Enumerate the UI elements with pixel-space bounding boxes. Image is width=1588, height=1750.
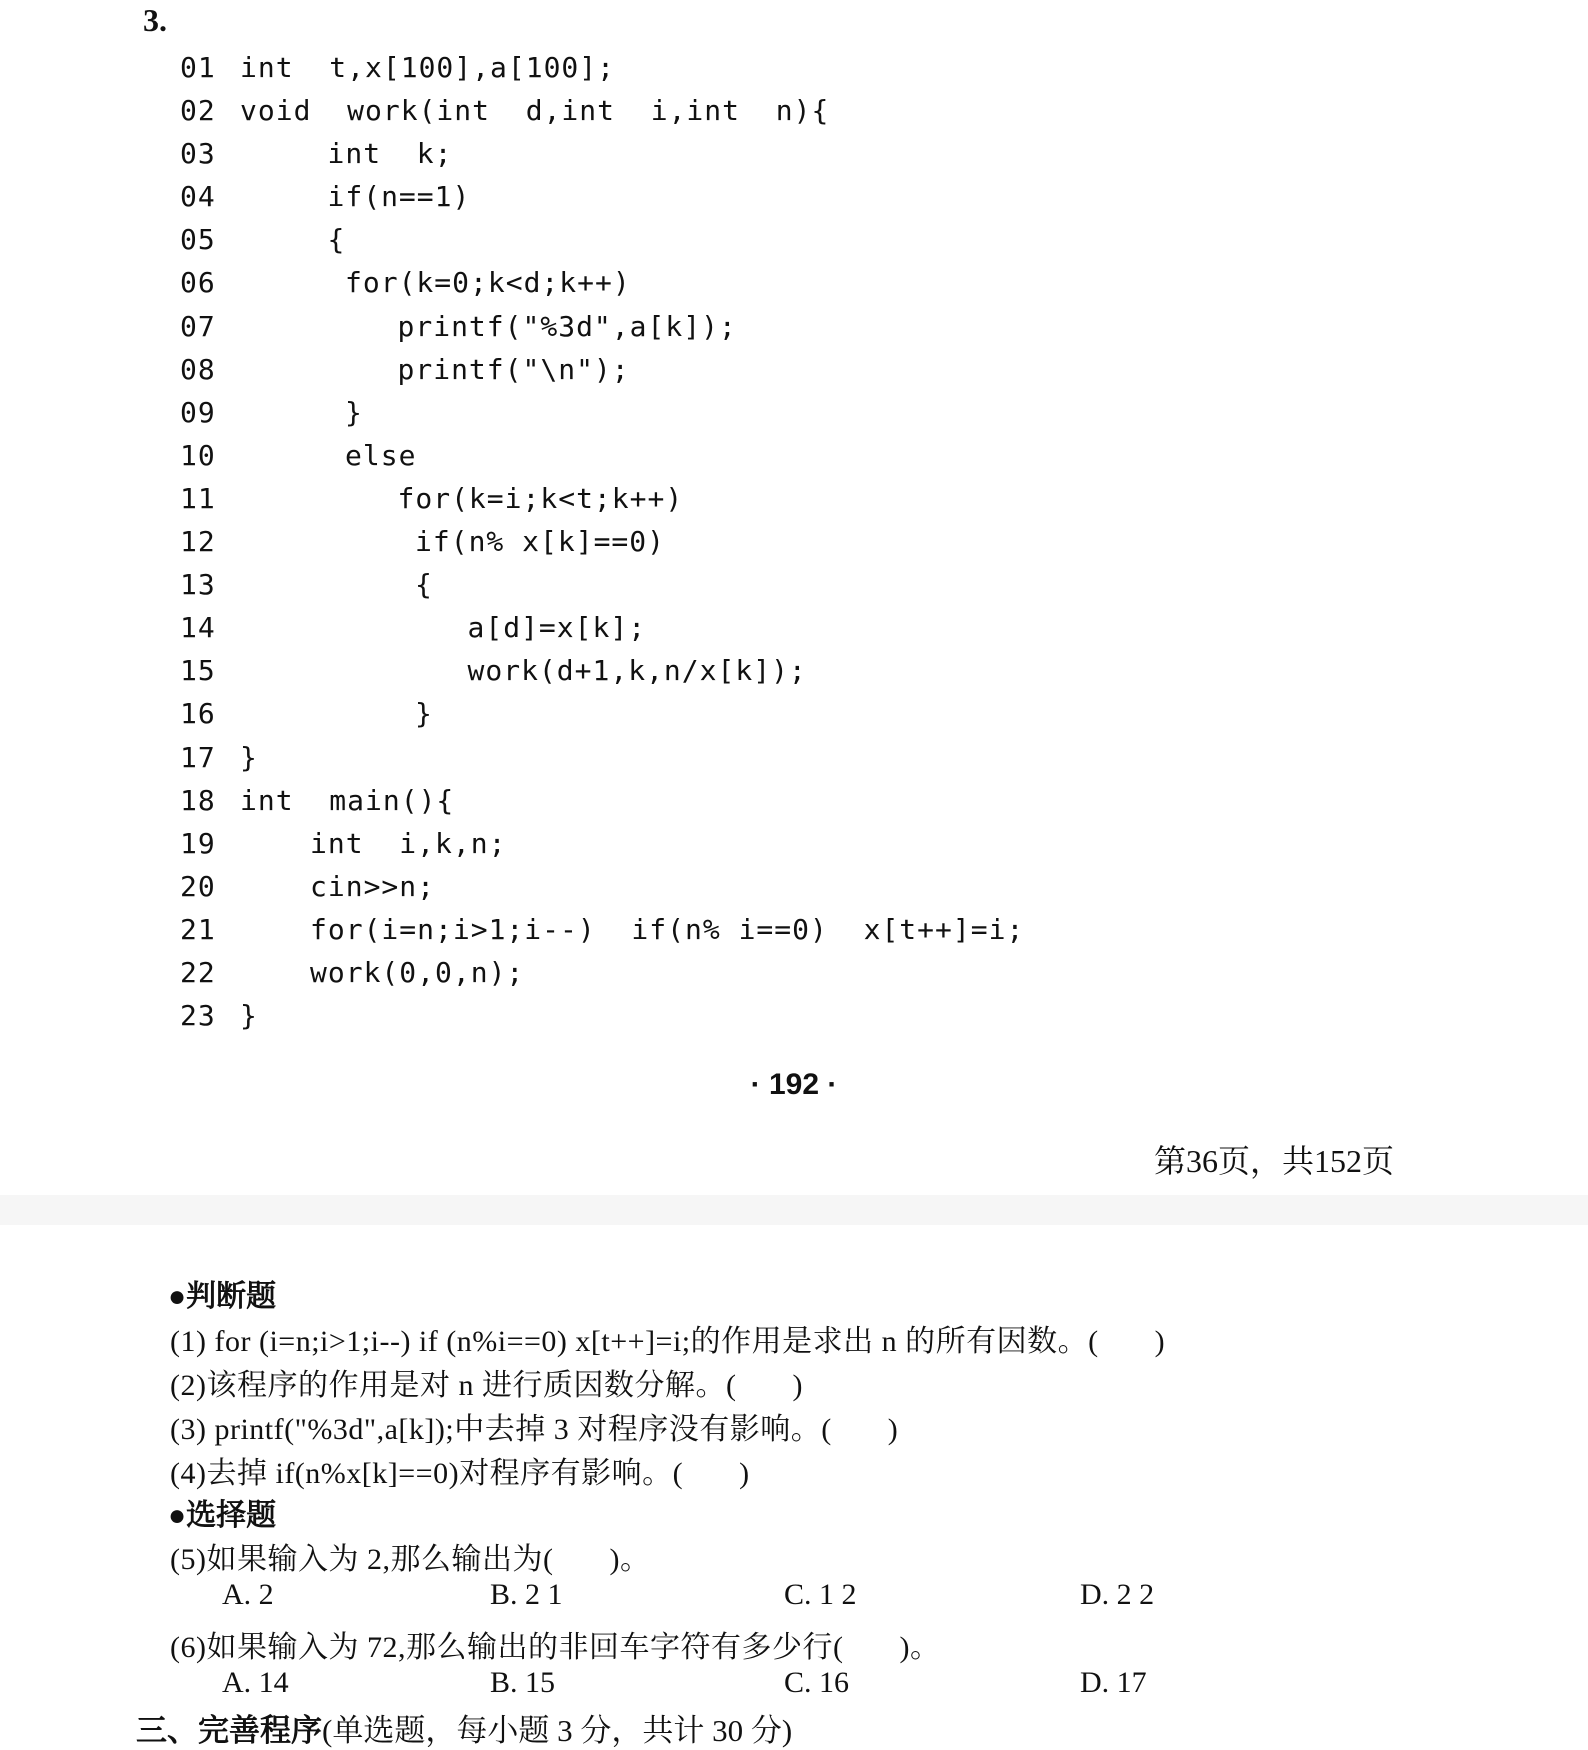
code-line [180, 951, 1200, 994]
q5-option-b: B. 2 1 [490, 1578, 563, 1611]
line-number: 18 [180, 783, 216, 817]
code-text: if(n% x[k]==0) [415, 525, 666, 559]
line-number: 12 [180, 525, 216, 559]
next-section-heading [136, 1705, 792, 1750]
question-6: (6)如果输入为 72,那么输出的非回车字符有多少行( )。 [170, 1631, 941, 1664]
question-1: (1) for (i=n;i>1;i--) if (n%i==0) x[t++]=i;的作用是求出 n 的所有因数。( ) [170, 1325, 1166, 1358]
code-line [180, 46, 1200, 89]
line-number: 11 [180, 481, 216, 515]
code-text: for(i=n;i>1;i--) if(n% i==0) x[t++]=i; [310, 912, 1025, 946]
line-number: 07 [180, 309, 216, 343]
line-number: 16 [180, 697, 216, 731]
question-4: (4)去掉 if(n%x[k]==0)对程序有影响。( ) [170, 1457, 750, 1490]
code-text: printf("%3d",a[k]); [397, 309, 737, 343]
code-text: int t,x[100],a[100]; [240, 51, 616, 84]
code-text: int k; [327, 137, 453, 171]
code-text: } [345, 395, 363, 429]
line-number: 09 [180, 395, 216, 429]
code-line [180, 865, 1200, 908]
code-text: work(0,0,n); [310, 955, 525, 989]
q6-option-b: B. 15 [490, 1666, 556, 1699]
code-text: int main(){ [240, 783, 455, 817]
code-line [180, 391, 1200, 434]
code-text: else [345, 438, 417, 472]
question-5: (5)如果输入为 2,那么输出为( )。 [170, 1543, 651, 1576]
code-line [180, 348, 1200, 391]
page-counter: 第36页，共152页 [1153, 1143, 1394, 1179]
code-line [180, 563, 1200, 606]
code-line [180, 434, 1200, 477]
question-3: (3) printf("%3d",a[k]);中去掉 3 对程序没有影响。( ) [170, 1413, 899, 1446]
code-line [180, 132, 1200, 175]
code-text: for(k=i;k<t;k++) [397, 481, 684, 515]
line-number: 10 [180, 438, 216, 472]
code-text: a[d]=x[k]; [467, 611, 647, 645]
code-line [180, 89, 1200, 132]
code-text: { [415, 568, 433, 602]
code-text: if(n==1) [327, 180, 471, 214]
line-number: 13 [180, 568, 216, 602]
code-line [180, 606, 1200, 649]
code-text: void work(int d,int i,int n){ [240, 94, 830, 128]
code-listing [180, 46, 1200, 1037]
code-line [180, 175, 1200, 218]
code-line [180, 261, 1200, 304]
question-number: 3. [143, 2, 167, 38]
code-line [180, 520, 1200, 563]
code-text: printf("\n"); [397, 352, 630, 386]
code-text: for(k=0;k<d;k++) [345, 266, 631, 300]
section-choice-heading: ●选择题 [168, 1499, 277, 1532]
code-line [180, 779, 1200, 822]
code-text: int i,k,n; [310, 826, 507, 860]
page-number: · 192 · [750, 1068, 838, 1101]
line-number: 03 [180, 137, 216, 171]
code-line [180, 477, 1200, 520]
code-line [180, 692, 1200, 735]
line-number: 06 [180, 266, 216, 300]
code-line [180, 822, 1200, 865]
line-number: 15 [180, 654, 216, 688]
q6-option-c: C. 16 [784, 1666, 850, 1699]
q6-option-d: D. 17 [1080, 1666, 1147, 1699]
code-text: } [415, 697, 433, 731]
line-number: 21 [180, 912, 216, 946]
q5-option-a: A. 2 [222, 1578, 274, 1611]
q6-option-a: A. 14 [222, 1666, 289, 1699]
next-section-title: 三、完善程序 [136, 1713, 322, 1748]
code-line [180, 649, 1200, 692]
line-number: 23 [180, 999, 216, 1033]
line-number: 02 [180, 94, 216, 128]
q5-option-d: D. 2 2 [1080, 1578, 1155, 1611]
line-number: 20 [180, 869, 216, 903]
line-number: 05 [180, 223, 216, 257]
line-number: 19 [180, 826, 216, 860]
q5-option-c: C. 1 2 [784, 1578, 857, 1611]
line-number: 22 [180, 955, 216, 989]
line-number: 04 [180, 180, 216, 214]
question-2: (2)该程序的作用是对 n 进行质因数分解。( ) [170, 1369, 803, 1402]
section-judge-heading: ●判断题 [168, 1280, 277, 1313]
code-text: work(d+1,k,n/x[k]); [467, 654, 807, 688]
line-number: 17 [180, 740, 216, 774]
code-text: } [240, 999, 258, 1033]
code-line [180, 736, 1200, 779]
line-number: 14 [180, 611, 216, 645]
code-line [180, 218, 1200, 261]
code-text: cin>>n; [310, 869, 436, 903]
code-text: { [327, 223, 346, 257]
code-line [180, 994, 1200, 1037]
code-line [180, 305, 1200, 348]
next-section-note: (单选题，每小题 3 分，共计 30 分) [322, 1713, 793, 1748]
page-separator [0, 1195, 1588, 1225]
code-line [180, 908, 1200, 951]
line-number: 01 [180, 51, 216, 84]
line-number: 08 [180, 352, 216, 386]
code-text: } [240, 740, 258, 774]
